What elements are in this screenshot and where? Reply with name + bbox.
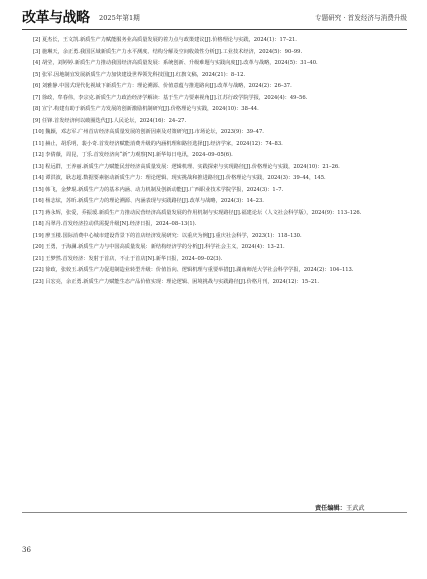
reference-list bbox=[33, 35, 405, 288]
reference-item: [19] 廖玉楼.国际消费中心城市建设背景下的首店经济发展研究：以重庆为例[J].重庆社会科学，2023(1)：118–130. bbox=[33, 232, 302, 239]
reference-item: [20] 王勇，于海澜.新质生产力与中国高质量发展：新结构经济学的分析[J].科学社会主义，2024(4)：13–21. bbox=[33, 244, 285, 250]
journal-title: 改革与战略 bbox=[22, 10, 90, 26]
reference-item: [16] 杨志炫，苏昕.新质生产力的理论溯源、内涵表现与实践路径[J].改革与战略，2024(3)：14–23. bbox=[33, 198, 264, 204]
reference-item: [10] 魏颖，邓志军.广州首店经济高质量发展的创新因素及对策研究[J].市场论坛，2023(9)：39–47. bbox=[33, 129, 264, 135]
editor-label: 责任编辑： bbox=[315, 505, 346, 512]
reference-item: [8] 宣宁.构建有助于新质生产力发展的创新激励机制研究[J].价格理论与实践，2024(10)：38–44. bbox=[33, 106, 259, 112]
header-divider bbox=[22, 29, 407, 30]
issue-label: 2025年第1期 bbox=[99, 14, 140, 22]
reference-item: [5] 张军.因地制宜发展新质生产力加快建设世界领先科技国[J].红旗文稿，2024(21)：8–12. bbox=[33, 71, 246, 78]
section-title: 专题研究 · 首发经济与消费升级 bbox=[314, 14, 407, 22]
reference-item: [14] 谭洪波，耿志超.数据要素驱动新质生产力：理论逻辑、现实挑战和推进路径[J].价格理论与实践，2024(3)：39–44，145. bbox=[33, 175, 326, 181]
editor-name: 王武武 bbox=[345, 505, 365, 512]
reference-item: [17] 蒋永辉，张爱，乔振瑗.新质生产力推动民营经济高质量发展的作用机制与实现路径[J].福建论坛（人文社会科学版），2024(9)：113–126. bbox=[33, 209, 362, 216]
reference-item: [21] 王梦然.首发经济：发射于首店，不止于首店[N].新华日报，2024–09–02(3). bbox=[33, 255, 223, 262]
reference-item: [4] 胡莹，刘婷婷.新质生产力推动我国经济高质量发展：系统创新、升级难题与实践向度[J].改革与战略，2024(5)：31–40. bbox=[33, 60, 318, 66]
reference-item: [23] 吕宏亮，余正勇.新质生产力赋能生态产品价值实现：理论逻辑、困境挑战与实践路径[J].价格月刊，2024(12)：15–21. bbox=[33, 278, 320, 285]
reference-item: [13] 程远群，王养丽.新质生产力赋能民营经济高质量发展：逻辑机理、实践探索与实现路径[J].价格理论与实践，2024(10)：21–26. bbox=[33, 163, 340, 170]
reference-item: [12] 李倩薇，周昆，丁乐.首发经济向“新”力观察[N].新华每日电讯，2024–09–05(6). bbox=[33, 152, 233, 158]
footer-divider bbox=[22, 512, 407, 513]
page-header bbox=[22, 7, 407, 29]
reference-item: [6] 刘雅静.中国式现代化视域下新质生产力：理论溯源、价值意蕴与推进路向[J].改革与战略，2024(2)：26–37. bbox=[33, 83, 292, 89]
reference-item: [2] 夏杰长，王文凯.新质生产力赋能服务业高质量发展的着力点与政策建议[J].价格理论与实践，2024(1)：17–21. bbox=[33, 37, 297, 43]
reference-item: [11] 赫止，胡乐明，裴小奇.首发经济赋能消费升级的内涵机理和路径选择[J].经济学家，2024(12)：74–83. bbox=[33, 140, 283, 147]
reference-item: [9] 任锋.首发经济何以破圈迭代[J].人民论坛，2024(16)：24–27. bbox=[33, 117, 187, 124]
reference-item: [22] 徐政，张姣玉.新质生产力促进制造业转型升级：价值旨向、逻辑机理与重要举措[J].湖南师范大学社会科学学报，2024(2)：104–113. bbox=[33, 267, 354, 273]
page-number: 36 bbox=[22, 546, 31, 554]
reference-item: [18] 冯翠丹.首发经济拉动供需提升级[N].经济日报，2024–08–13(1). bbox=[33, 221, 197, 227]
reference-item: [15] 韩飞，金梦琨.新质生产力的基本内涵、动力机制及创新动能[J].广西职业技术学院学报，2024(3)：1–7. bbox=[33, 186, 284, 193]
reference-item: [3] 施琳天，余正勇.我国区域新质生产力水平测度、结构分解及空间收敛性分析[J].工业技术经济，2024(5)：90–99. bbox=[33, 48, 303, 55]
responsible-editor bbox=[315, 503, 365, 512]
reference-item: [7] 徐政，牟春伟，李宗克.新质生产力政治经济学解读：基于生产力要素视角[J].江苏行政学院学报，2024(4)：49–56. bbox=[33, 94, 308, 101]
